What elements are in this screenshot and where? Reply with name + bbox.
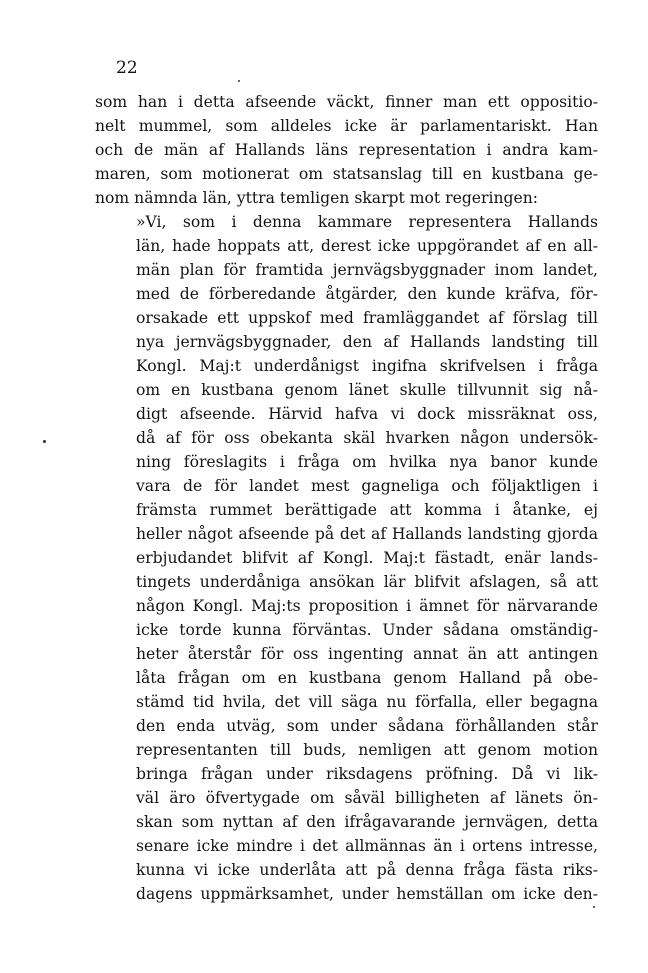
text-line: som han i detta afseende väckt, finner man ett oppositio-	[95, 93, 598, 111]
text-line: kunna vi icke underlåta att på denna fråga fästa riks-	[136, 861, 598, 879]
text-line: då af för oss obekanta skäl hvarken någon undersök-	[136, 429, 598, 447]
text-line: heller något afseende på det af Hallands landsting gjorda	[136, 525, 598, 543]
text-line: icke torde kunna förväntas. Under sådana omständig-	[136, 621, 598, 639]
text-line: bringa frågan under riksdagens pröfning. Då vi lik-	[136, 765, 598, 783]
page-number: 22	[116, 58, 138, 78]
ink-speck	[238, 80, 240, 82]
text-line: representanten till buds, nemligen att genom motion	[136, 741, 598, 759]
text-line: tingets underdåniga ansökan lär blifvit afslagen, så att	[136, 573, 598, 591]
text-line: någon Kongl. Maj:ts proposition i ämnet för närvarande	[136, 597, 598, 615]
text-line: erbjudandet blifvit af Kongl. Maj:t fästadt, enär lands-	[136, 549, 598, 567]
text-line: heter återstår för oss ingenting annat än att antingen	[136, 645, 598, 663]
text-line: vara de för landet mest gagneliga och följaktligen i	[136, 477, 598, 495]
text-line: med de förberedande åtgärder, den kunde kräfva, för-	[136, 285, 598, 303]
text-line: »Vi, som i denna kammare representera Hallands	[136, 213, 598, 231]
text-line: orsakade ett uppskof med framläggandet af förslag till	[136, 309, 598, 327]
ink-speck	[593, 906, 595, 908]
text-line: främsta rummet berättigade att komma i åtanke, ej	[136, 501, 598, 519]
text-line: nom nämnda län, yttra temligen skarpt mot regeringen:	[95, 189, 539, 207]
text-line: och de män af Hallands läns representation i andra kam-	[95, 141, 598, 159]
text-line: senare icke mindre i det allmännas än i ortens intresse,	[136, 837, 598, 855]
text-line: digt afseende. Härvid hafva vi dock missräknat oss,	[136, 405, 598, 423]
text-line: län, hade hoppats att, derest icke uppgörandet af en all-	[136, 237, 598, 255]
text-line: den enda utväg, som under sådana förhållanden står	[136, 717, 598, 735]
text-line: stämd tid hvila, det vill säga nu förfalla, eller begagna	[136, 693, 598, 711]
text-line: män plan för framtida jernvägsbyggnader inom landet,	[136, 261, 598, 279]
text-line: Kongl. Maj:t underdånigst ingifna skrifvelsen i fråga	[136, 357, 598, 375]
text-line: maren, som motionerat om statsanslag till en kustbana ge-	[95, 165, 598, 183]
ink-speck	[43, 440, 46, 443]
text-line: nelt mummel, som alldeles icke är parlamentariskt. Han	[95, 117, 598, 135]
text-line: om en kustbana genom länet skulle tillvunnit sig nå-	[136, 381, 598, 399]
text-line: skan som nyttan af den ifrågavarande jernvägen, detta	[136, 813, 598, 831]
text-line: låta frågan om en kustbana genom Halland på obe-	[136, 669, 598, 687]
text-line: dagens uppmärksamhet, under hemställan om icke den-	[136, 885, 598, 903]
text-line: väl äro öfvertygade om såväl billigheten af länets ön-	[136, 789, 598, 807]
text-line: ning föreslagits i fråga om hvilka nya banor kunde	[136, 453, 598, 471]
text-line: nya jernvägsbyggnader, den af Hallands landsting till	[136, 333, 598, 351]
